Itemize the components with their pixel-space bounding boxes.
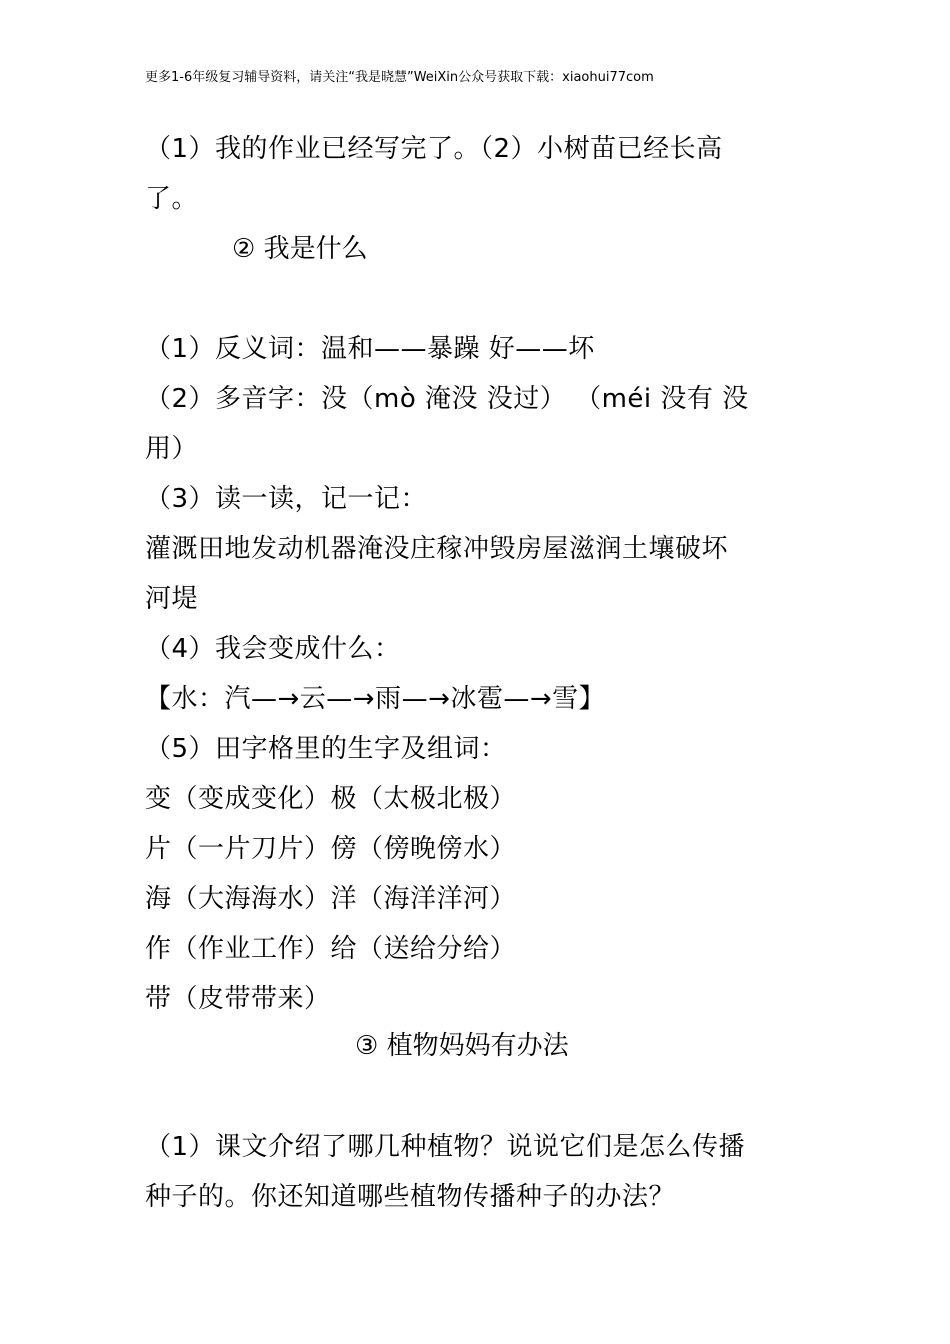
text-line: 了。 [145, 184, 199, 214]
text-line: （4）我会变成什么： [145, 634, 401, 664]
text-line: 作（作业工作）给（送给分给） [145, 934, 517, 964]
text-line: （1）反义词：温和——暴躁 好——坏 [145, 334, 595, 364]
section-heading: ② 我是什么 [232, 234, 368, 264]
page-header: 更多1-6年级复习辅导资料，请关注“我是晓慧”WeiXin公众号获取下载：xiaohui77com [145, 70, 654, 85]
text-line: 片（一片刀片）傍（傍晚傍水） [145, 834, 517, 864]
text-line: （1）课文介绍了哪几种植物？说说它们是怎么传播 [145, 1132, 746, 1162]
text-line: （5）田字格里的生字及组词： [145, 734, 507, 764]
text-line: （3）读一读，记一记： [145, 484, 428, 514]
text-line: 种子的。你还知道哪些植物传播种子的办法？ [145, 1182, 676, 1212]
text-line: 用） [145, 434, 199, 464]
text-line: 河堤 [145, 584, 199, 614]
text-line: 带（皮带带来） [145, 984, 331, 1014]
section-heading: ③ 植物妈妈有办法 [355, 1031, 569, 1061]
text-line: （1）我的作业已经写完了。（2）小树苗已经长高 [145, 134, 723, 164]
text-line: 海（大海海水）洋（海洋洋河） [145, 884, 517, 914]
text-line: （2）多音字：没（mò 淹没 没过） （méi 没有 没 [145, 384, 749, 414]
text-line: 变（变成变化）极（太极北极） [145, 784, 517, 814]
text-line: 【水：汽—→云—→雨—→冰雹—→雪】 [145, 684, 606, 714]
text-line: 灌溉田地发动机器淹没庄稼冲毁房屋滋润土壤破坏 [145, 534, 729, 564]
